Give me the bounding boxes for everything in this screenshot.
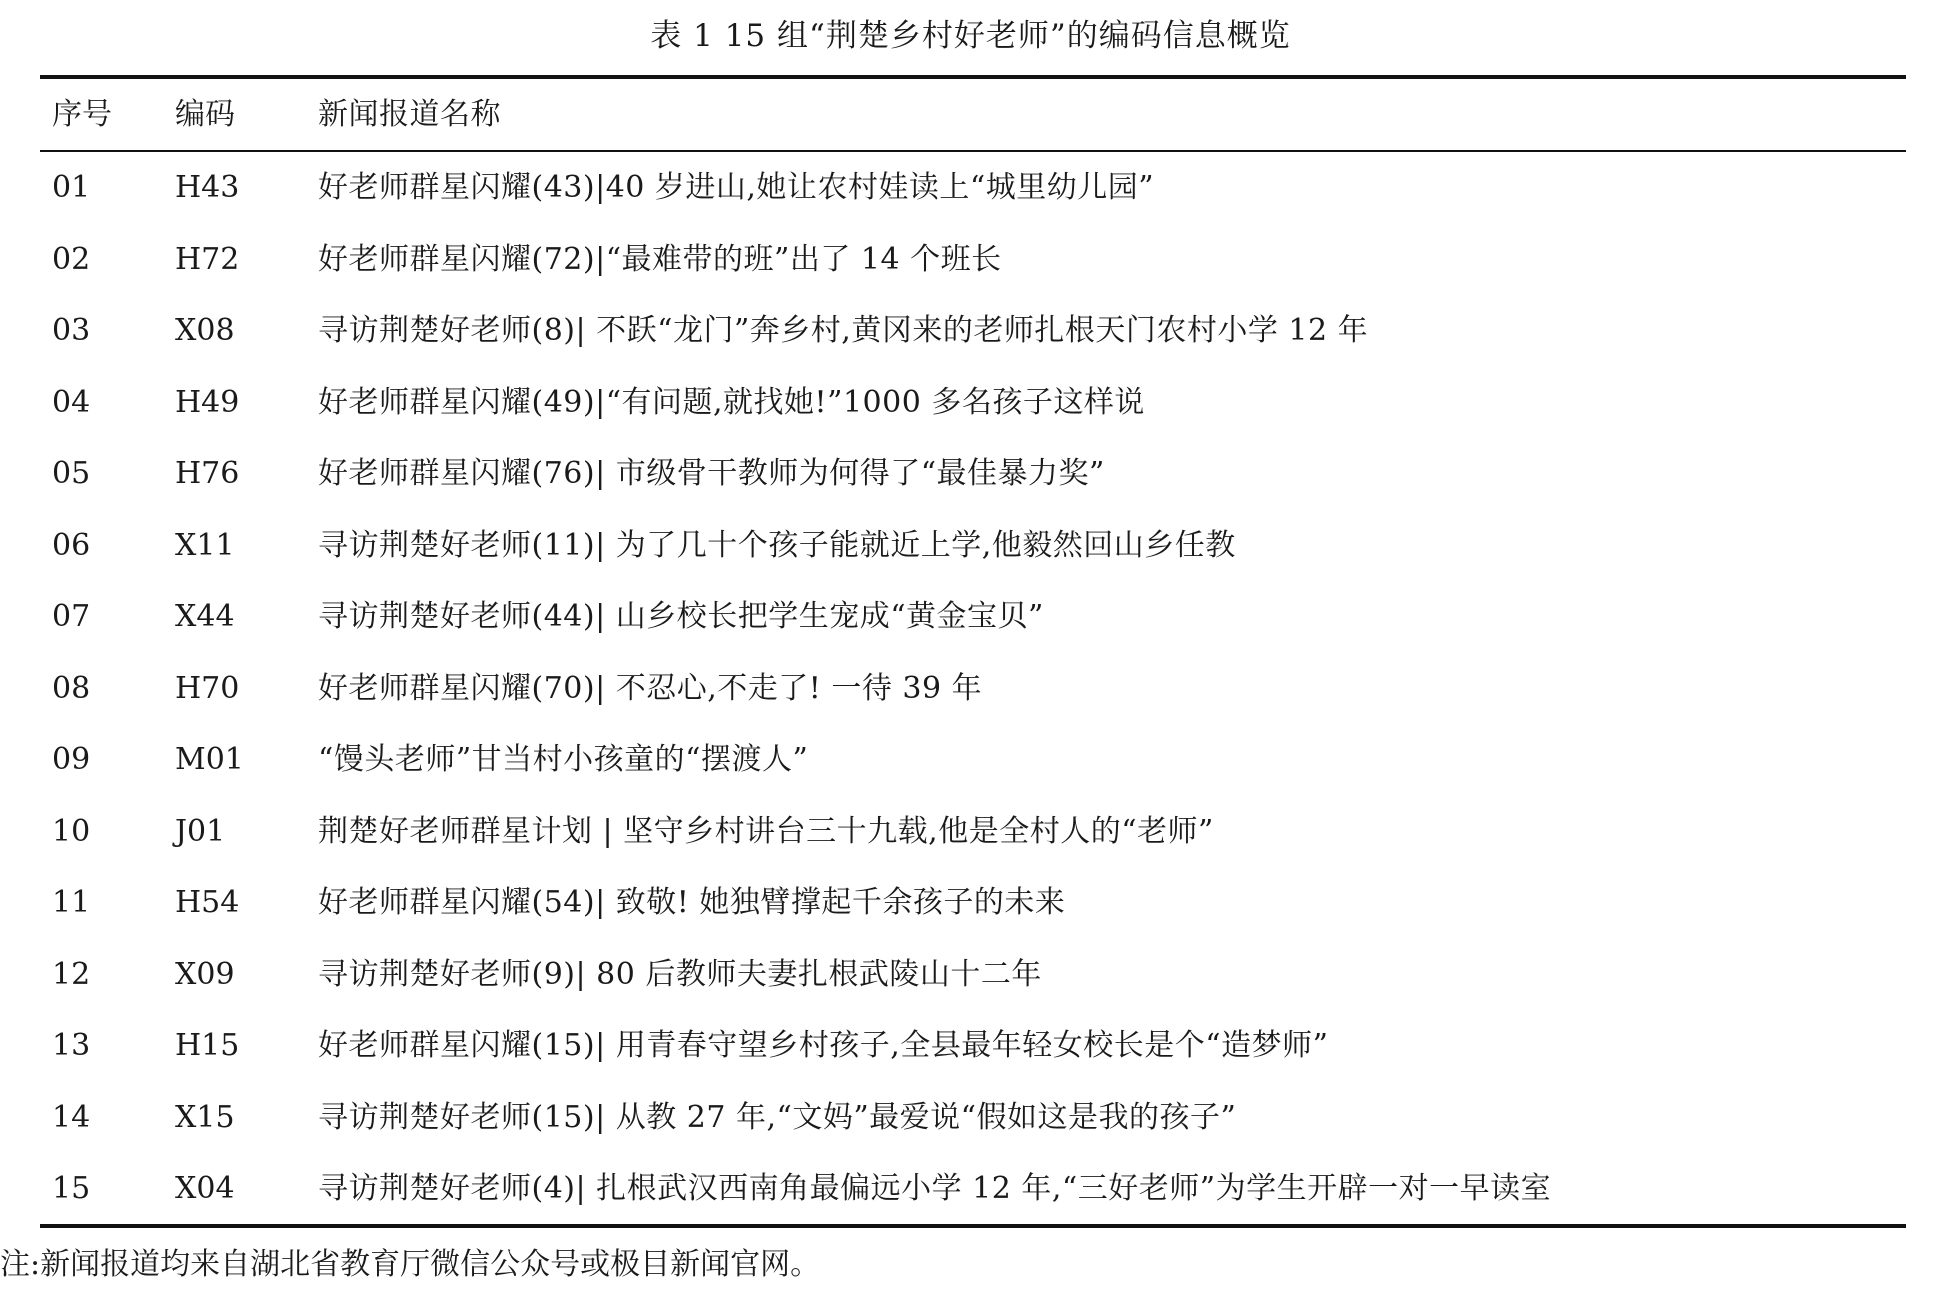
cell-title: 寻访荆楚好老师(9)| 80 后教师夫妻扎根武陵山十二年: [318, 956, 1042, 992]
cell-seq: 11: [52, 885, 91, 920]
header-code: 编码: [175, 97, 235, 132]
cell-code: X15: [175, 1099, 235, 1135]
cell-code: X09: [175, 956, 235, 992]
cell-seq: 01: [52, 170, 91, 205]
table-row: [0, 295, 1941, 367]
header-title: 新闻报道名称: [318, 97, 501, 132]
cell-code: X04: [175, 1171, 235, 1206]
table-row: [0, 1082, 1941, 1154]
table-row: [0, 724, 1941, 796]
cell-code: H72: [175, 241, 240, 277]
cell-code: X11: [175, 527, 235, 563]
table-row: [0, 224, 1941, 296]
table-row: [0, 1153, 1941, 1225]
cell-title: 寻访荆楚好老师(15)| 从教 27 年,“文妈”最爱说“假如这是我的孩子”: [318, 1099, 1237, 1135]
cell-title: 寻访荆楚好老师(4)| 扎根武汉西南角最偏远小学 12 年,“三好老师”为学生开辟一对一早读室: [318, 1171, 1552, 1206]
cell-code: X08: [175, 313, 235, 348]
cell-code: M01: [175, 742, 244, 777]
cell-seq: 02: [52, 241, 91, 277]
cell-seq: 09: [52, 742, 91, 777]
table-caption: 表 1 15 组“荆楚乡村好老师”的编码信息概览: [650, 18, 1291, 54]
table-row: [0, 796, 1941, 868]
cell-title: 寻访荆楚好老师(11)| 为了几十个孩子能就近上学,他毅然回山乡任教: [318, 527, 1236, 563]
cell-seq: 03: [52, 313, 91, 348]
cell-title: 好老师群星闪耀(76)| 市级骨干教师为何得了“最佳暴力奖”: [318, 456, 1105, 491]
cell-code: H76: [175, 456, 240, 491]
table-note: 注:新闻报道均来自湖北省教育厅微信公众号或极目新闻官网。: [0, 1247, 821, 1282]
cell-title: 好老师群星闪耀(43)|40 岁进山,她让农村娃读上“城里幼儿园”: [318, 170, 1155, 205]
header-seq: 序号: [52, 97, 112, 132]
table-row: [0, 367, 1941, 439]
cell-title: 寻访荆楚好老师(44)| 山乡校长把学生宠成“黄金宝贝”: [318, 599, 1044, 634]
table-row: [0, 1010, 1941, 1082]
cell-seq: 06: [52, 527, 91, 563]
table-header-row: [0, 79, 1941, 151]
cell-seq: 14: [52, 1099, 91, 1135]
cell-title: 好老师群星闪耀(49)|“有问题,就找她!”1000 多名孩子这样说: [318, 384, 1145, 420]
table-row: [0, 438, 1941, 510]
cell-seq: 08: [52, 670, 91, 706]
cell-code: J01: [175, 813, 226, 849]
cell-title: 好老师群星闪耀(72)|“最难带的班”出了 14 个班长: [318, 241, 1002, 277]
cell-title: “馒头老师”甘当村小孩童的“摆渡人”: [318, 742, 809, 777]
cell-seq: 13: [52, 1028, 91, 1063]
cell-title: 荆楚好老师群星计划 | 坚守乡村讲台三十九载,他是全村人的“老师”: [318, 813, 1214, 849]
cell-seq: 15: [52, 1171, 91, 1206]
table-row: [0, 939, 1941, 1011]
cell-seq: 10: [52, 813, 91, 849]
table-row: [0, 510, 1941, 582]
table-row: [0, 152, 1941, 224]
cell-seq: 04: [52, 384, 91, 420]
cell-code: H54: [175, 885, 240, 920]
cell-title: 好老师群星闪耀(70)| 不忍心,不走了! 一待 39 年: [318, 670, 983, 706]
cell-code: H15: [175, 1028, 240, 1063]
cell-title: 好老师群星闪耀(15)| 用青春守望乡村孩子,全县最年轻女校长是个“造梦师”: [318, 1028, 1329, 1063]
cell-code: H70: [175, 670, 240, 706]
table-row: [0, 581, 1941, 653]
cell-code: X44: [175, 599, 235, 634]
cell-seq: 05: [52, 456, 91, 491]
table-row: [0, 867, 1941, 939]
cell-code: H49: [175, 384, 240, 420]
cell-seq: 07: [52, 599, 91, 634]
cell-title: 寻访荆楚好老师(8)| 不跃“龙门”奔乡村,黄冈来的老师扎根天门农村小学 12 年: [318, 313, 1369, 348]
table-row: [0, 653, 1941, 725]
cell-title: 好老师群星闪耀(54)| 致敬! 她独臂撑起千余孩子的未来: [318, 885, 1066, 920]
table-bottom-rule: [40, 1224, 1906, 1228]
cell-seq: 12: [52, 956, 91, 992]
cell-code: H43: [175, 170, 240, 205]
